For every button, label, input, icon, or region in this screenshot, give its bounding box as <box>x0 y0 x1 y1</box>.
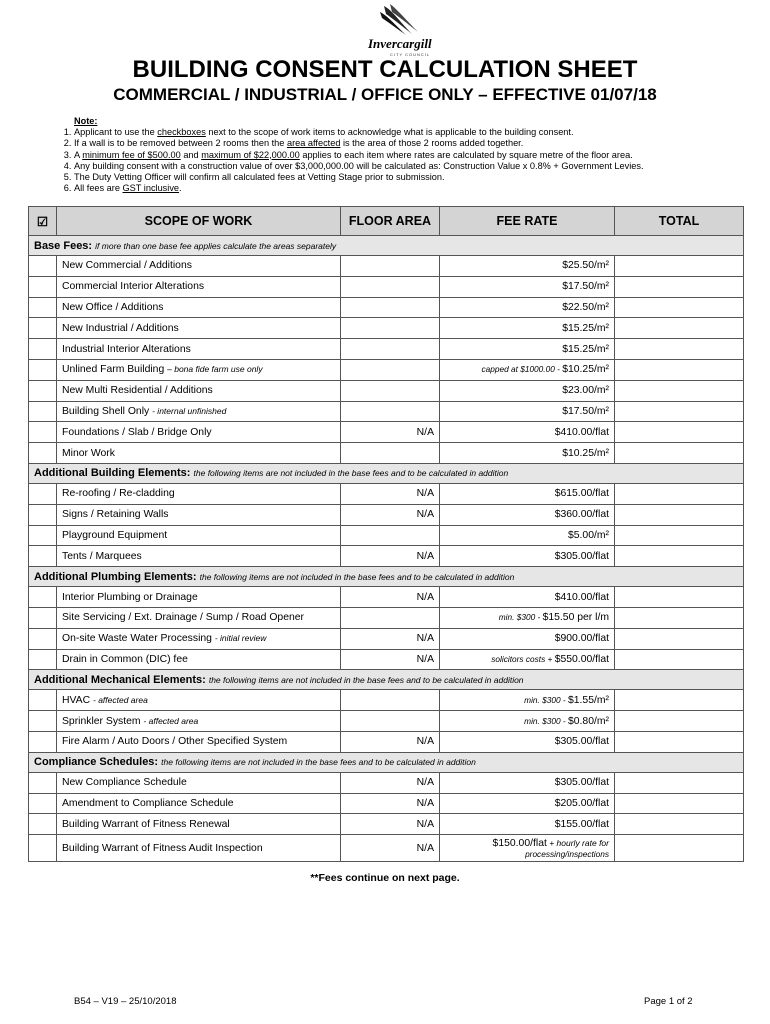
fee-rate-value: $10.25/m² <box>562 364 609 376</box>
fee-rate-column-header: FEE RATE <box>440 207 615 236</box>
table-row <box>29 772 744 793</box>
table-row <box>29 793 744 814</box>
fee-rate-cell <box>440 483 615 504</box>
scope-of-work-cell <box>57 276 341 297</box>
fee-rate-cell <box>440 731 615 752</box>
fee-rate-cell <box>440 380 615 401</box>
fee-rate-cell <box>440 318 615 339</box>
section-note: the following items are not included in the base fees and to be calculated in addition <box>208 674 524 685</box>
section-row <box>29 236 744 256</box>
scope-label: Building Warrant of Fitness Renewal <box>62 818 230 830</box>
scope-label: Site Servicing / Ext. Drainage / Sump / Road Opener <box>62 612 304 624</box>
scope-of-work-cell <box>57 525 341 546</box>
note-text: and <box>180 149 202 160</box>
scope-checkbox[interactable] <box>29 628 57 649</box>
table-row <box>29 731 744 752</box>
fee-rate-value: $15.25/m² <box>562 343 609 355</box>
fee-rate-cell <box>440 339 615 360</box>
scope-checkbox[interactable] <box>29 483 57 504</box>
floor-area-cell[interactable]: N/A <box>341 483 440 504</box>
checkbox-column-header: ☑ <box>29 207 57 236</box>
scope-checkbox[interactable] <box>29 793 57 814</box>
scope-label: New Office / Additions <box>62 301 164 313</box>
table-row <box>29 835 744 862</box>
floor-area-cell[interactable]: N/A <box>341 422 440 443</box>
fee-rate-cell <box>440 711 615 732</box>
note-text: is the area of those 2 rooms added together. <box>340 138 524 149</box>
floor-area-cell[interactable] <box>341 690 440 711</box>
scope-of-work-cell <box>57 256 341 277</box>
fee-rate-cell <box>440 587 615 608</box>
total-cell[interactable] <box>615 401 744 422</box>
fee-rate-value: $305.00/flat <box>554 550 609 562</box>
fee-rate-value: $17.50/m² <box>562 281 609 293</box>
scope-checkbox[interactable] <box>29 297 57 318</box>
scope-note: – bona fide farm use only <box>167 364 263 375</box>
scope-column-header: SCOPE OF WORK <box>57 207 341 236</box>
table-row <box>29 401 744 422</box>
scope-checkbox[interactable] <box>29 731 57 752</box>
fee-rate-cell <box>440 628 615 649</box>
table-row <box>29 546 744 567</box>
total-cell[interactable] <box>615 483 744 504</box>
total-cell[interactable] <box>615 772 744 793</box>
scope-of-work-cell <box>57 422 341 443</box>
page-number: Page 1 of 2 <box>644 996 693 1007</box>
total-cell[interactable] <box>615 339 744 360</box>
note-item <box>74 172 644 183</box>
fee-rate-value: $15.50 per l/m <box>542 612 609 624</box>
fee-rate-cell <box>440 835 615 862</box>
scope-of-work-cell <box>57 731 341 752</box>
floor-area-cell[interactable]: N/A <box>341 835 440 862</box>
section-row <box>29 670 744 690</box>
scope-checkbox[interactable] <box>29 359 57 380</box>
table-row <box>29 607 744 628</box>
section-title: Base Fees: <box>34 239 93 252</box>
fee-rate-value: $15.25/m² <box>562 322 609 334</box>
fee-rate-value: $17.50/m² <box>562 405 609 417</box>
fee-rate-prefix: min. $300 - <box>524 694 568 705</box>
fee-rate-cell <box>440 276 615 297</box>
scope-checkbox[interactable] <box>29 422 57 443</box>
fee-rate-cell <box>440 772 615 793</box>
scope-checkbox[interactable] <box>29 256 57 277</box>
section-row <box>29 463 744 483</box>
scope-of-work-cell <box>57 297 341 318</box>
floor-area-cell[interactable] <box>341 443 440 464</box>
section-row <box>29 752 744 772</box>
scope-of-work-cell <box>57 690 341 711</box>
logo-subtext: CITY COUNCIL <box>390 52 431 57</box>
scope-of-work-cell <box>57 711 341 732</box>
table-row <box>29 359 744 380</box>
scope-of-work-cell <box>57 835 341 862</box>
scope-of-work-cell <box>57 546 341 567</box>
fee-rate-value: $10.25/m² <box>562 447 609 459</box>
fee-rate-cell <box>440 443 615 464</box>
page-subtitle: COMMERCIAL / INDUSTRIAL / OFFICE ONLY – EFFECTIVE 01/07/18 <box>113 85 657 104</box>
total-cell[interactable] <box>615 359 744 380</box>
fee-rate-cell <box>440 504 615 525</box>
fee-table-header <box>29 207 744 236</box>
note-item <box>74 138 644 149</box>
fee-rate-value: $410.00/flat <box>554 426 609 438</box>
scope-label: Foundations / Slab / Bridge Only <box>62 426 212 438</box>
fee-rate-cell <box>440 814 615 835</box>
total-cell[interactable] <box>615 835 744 862</box>
floor-area-cell[interactable] <box>341 359 440 380</box>
scope-label: New Multi Residential / Additions <box>62 385 213 397</box>
scope-checkbox[interactable] <box>29 690 57 711</box>
scope-of-work-cell <box>57 649 341 670</box>
fee-rate-value: $23.00/m² <box>562 385 609 397</box>
scope-label: Industrial Interior Alterations <box>62 343 191 355</box>
total-cell[interactable] <box>615 546 744 567</box>
total-cell[interactable] <box>615 276 744 297</box>
section-title: Additional Plumbing Elements: <box>34 570 197 583</box>
fee-rate-value: $205.00/flat <box>554 797 609 809</box>
fee-rate-prefix: solicitors costs + <box>491 653 555 664</box>
total-cell[interactable] <box>615 731 744 752</box>
section-title: Additional Building Elements: <box>34 467 191 480</box>
fee-rate-cell <box>440 256 615 277</box>
scope-of-work-cell <box>57 587 341 608</box>
fee-rate-value: $22.50/m² <box>562 301 609 313</box>
table-row <box>29 276 744 297</box>
section-row <box>29 567 744 587</box>
scope-checkbox[interactable] <box>29 587 57 608</box>
section-title: Additional Mechanical Elements: <box>34 673 206 686</box>
total-cell[interactable] <box>615 525 744 546</box>
floor-area-cell[interactable]: N/A <box>341 814 440 835</box>
scope-checkbox[interactable] <box>29 772 57 793</box>
note-text: All fees are <box>74 183 123 194</box>
scope-checkbox[interactable] <box>29 504 57 525</box>
scope-of-work-cell <box>57 814 341 835</box>
note-text: next to the scope of work items to acknowledge what is applicable to the building consent. <box>205 127 574 138</box>
section-heading <box>29 567 744 587</box>
floor-area-cell[interactable]: N/A <box>341 504 440 525</box>
fee-rate-extra-line: processing/inspections <box>525 848 609 859</box>
fee-rate-value: $305.00/flat <box>554 736 609 748</box>
note-text: If a wall is to be removed between 2 rooms then the <box>74 138 287 149</box>
fee-rate-value: $150.00/flat <box>492 837 547 849</box>
note-text: Any building consent with a construction value of over $3,000,000.00 will be calculated as: Construction Value x 0.8% + Government Levies. <box>74 160 644 171</box>
scope-label: Drain in Common (DIC) fee <box>62 653 188 665</box>
scope-of-work-cell <box>57 401 341 422</box>
note-text: Applicant to use the <box>74 127 158 138</box>
floor-area-cell[interactable]: N/A <box>341 649 440 670</box>
fee-table-body <box>29 236 744 862</box>
fee-rate-value: $900.00/flat <box>554 633 609 645</box>
note-text: maximum of $22,000.00 <box>201 149 300 160</box>
floor-area-cell[interactable] <box>341 401 440 422</box>
notes-heading: Note: <box>74 116 98 126</box>
scope-label: Sprinkler System <box>62 715 141 727</box>
scope-label: Unlined Farm Building <box>62 364 165 376</box>
scope-label: Minor Work <box>62 447 115 459</box>
scope-label: Building Shell Only <box>62 405 150 417</box>
total-cell[interactable] <box>615 649 744 670</box>
scope-checkbox[interactable] <box>29 318 57 339</box>
note-text: minimum fee of $500.00 <box>82 149 181 160</box>
table-row <box>29 297 744 318</box>
scope-label: Amendment to Compliance Schedule <box>62 797 234 809</box>
section-note: the following items are not included in the base fees and to be calculated in addition <box>199 571 515 582</box>
total-cell[interactable] <box>615 607 744 628</box>
floor-area-cell[interactable] <box>341 380 440 401</box>
fee-rate-prefix: min. $300 - <box>498 612 543 623</box>
total-cell[interactable] <box>615 380 744 401</box>
scope-of-work-cell <box>57 318 341 339</box>
table-row <box>29 587 744 608</box>
total-cell[interactable] <box>615 318 744 339</box>
total-cell[interactable] <box>615 297 744 318</box>
total-cell[interactable] <box>615 711 744 732</box>
note-text: . <box>179 183 182 194</box>
fee-rate-cell <box>440 359 615 380</box>
scope-label: Fire Alarm / Auto Doors / Other Specified System <box>62 736 288 748</box>
scope-checkbox[interactable] <box>29 525 57 546</box>
table-row <box>29 814 744 835</box>
total-cell[interactable] <box>615 814 744 835</box>
fee-rate-cell <box>440 546 615 567</box>
floor-area-cell[interactable]: N/A <box>341 793 440 814</box>
fee-rate-value: $360.00/flat <box>554 509 609 521</box>
note-item <box>74 183 644 194</box>
fee-rate-value: $25.50/m² <box>562 260 609 272</box>
scope-label: Commercial Interior Alterations <box>62 281 205 293</box>
table-row <box>29 318 744 339</box>
fee-rate-cell <box>440 793 615 814</box>
section-note: the following items are not included in the base fees and to be calculated in addition <box>161 757 476 768</box>
total-cell[interactable] <box>615 628 744 649</box>
floor-area-column-header: FLOOR AREA <box>341 207 440 236</box>
floor-area-cell[interactable] <box>341 339 440 360</box>
total-cell[interactable] <box>615 256 744 277</box>
note-text: GST inclusive <box>122 183 180 194</box>
scope-label: Tents / Marquees <box>62 550 142 562</box>
floor-area-cell[interactable] <box>341 607 440 628</box>
scope-note: - internal unfinished <box>152 405 227 416</box>
fee-rate-multiline <box>445 838 609 859</box>
scope-label: New Commercial / Additions <box>62 260 192 272</box>
section-heading <box>29 752 744 772</box>
scope-of-work-cell <box>57 380 341 401</box>
table-row <box>29 422 744 443</box>
total-cell[interactable] <box>615 443 744 464</box>
floor-area-cell[interactable]: N/A <box>341 772 440 793</box>
scope-checkbox[interactable] <box>29 443 57 464</box>
fee-rate-cell <box>440 649 615 670</box>
scope-checkbox[interactable] <box>29 276 57 297</box>
fee-rate-value: $0.80/m² <box>567 715 609 727</box>
total-cell[interactable] <box>615 504 744 525</box>
scope-of-work-cell <box>57 483 341 504</box>
scope-checkbox[interactable] <box>29 339 57 360</box>
section-heading <box>29 463 744 483</box>
total-cell[interactable] <box>615 587 744 608</box>
fee-rate-cell <box>440 422 615 443</box>
floor-area-cell[interactable] <box>341 525 440 546</box>
note-item <box>74 150 644 161</box>
section-note: if more than one base fee applies calculate the areas separately <box>95 240 337 251</box>
scope-of-work-cell <box>57 504 341 525</box>
logo-wordmark: Invercargill <box>368 36 432 51</box>
table-row <box>29 339 744 360</box>
fee-rate-cell <box>440 690 615 711</box>
scope-checkbox[interactable] <box>29 546 57 567</box>
table-row <box>29 483 744 504</box>
table-row <box>29 628 744 649</box>
fee-rate-cell <box>440 401 615 422</box>
fee-rate-prefix: capped at $1000.00 - <box>481 364 563 375</box>
scope-note: - affected area <box>143 715 199 726</box>
section-title: Compliance Schedules: <box>34 756 159 769</box>
scope-checkbox[interactable] <box>29 380 57 401</box>
fee-rate-value: $615.00/flat <box>554 488 609 500</box>
total-cell[interactable] <box>615 690 744 711</box>
note-item <box>74 127 644 138</box>
fee-rate-extra: + hourly rate for <box>546 837 609 848</box>
scope-of-work-cell <box>57 339 341 360</box>
floor-area-cell[interactable] <box>341 256 440 277</box>
fee-rate-value: $305.00/flat <box>554 777 609 789</box>
section-heading <box>29 670 744 690</box>
floor-area-cell[interactable] <box>341 276 440 297</box>
table-row <box>29 711 744 732</box>
fee-rate-prefix: min. $300 - <box>524 715 568 726</box>
total-column-header: TOTAL <box>615 207 744 236</box>
scope-checkbox[interactable] <box>29 711 57 732</box>
table-row <box>29 504 744 525</box>
council-logo <box>360 4 450 56</box>
scope-checkbox[interactable] <box>29 814 57 835</box>
fee-rate-value: $5.00/m² <box>567 529 609 541</box>
floor-area-cell[interactable] <box>341 318 440 339</box>
council-emblem-icon <box>378 4 422 36</box>
scope-of-work-cell <box>57 628 341 649</box>
note-item <box>74 161 644 172</box>
total-cell[interactable] <box>615 422 744 443</box>
scope-label: On-site Waste Water Processing <box>62 633 212 645</box>
note-text: applies to each item where rates are calculated by square metre of the floor area. <box>299 149 633 160</box>
fee-rate-cell <box>440 297 615 318</box>
floor-area-cell[interactable]: N/A <box>341 587 440 608</box>
scope-checkbox[interactable] <box>29 607 57 628</box>
notes-block <box>60 116 644 194</box>
scope-label: New Compliance Schedule <box>62 777 187 789</box>
fee-rate-cell <box>440 607 615 628</box>
note-text: A <box>74 149 83 160</box>
section-note: the following items are not included in the base fees and to be calculated in addition <box>193 468 509 479</box>
fee-rate-value: $550.00/flat <box>554 653 609 665</box>
table-row <box>29 649 744 670</box>
document-reference: B54 – V19 – 25/10/2018 <box>74 996 177 1007</box>
floor-area-cell[interactable] <box>341 711 440 732</box>
fee-rate-value: $155.00/flat <box>554 818 609 830</box>
table-row <box>29 525 744 546</box>
floor-area-cell[interactable]: N/A <box>341 628 440 649</box>
section-heading <box>29 236 744 256</box>
scope-of-work-cell <box>57 607 341 628</box>
fee-rate-value: $1.55/m² <box>567 694 609 706</box>
scope-note: - initial review <box>214 633 267 644</box>
scope-of-work-cell <box>57 793 341 814</box>
floor-area-cell[interactable]: N/A <box>341 731 440 752</box>
scope-of-work-cell <box>57 772 341 793</box>
scope-of-work-cell <box>57 443 341 464</box>
scope-label: HVAC <box>62 694 91 706</box>
note-text: area affected <box>286 138 341 149</box>
note-text: checkboxes <box>157 127 206 138</box>
fee-table <box>28 206 744 862</box>
page-title: BUILDING CONSENT CALCULATION SHEET <box>132 56 638 83</box>
floor-area-cell[interactable]: N/A <box>341 546 440 567</box>
scope-checkbox[interactable] <box>29 649 57 670</box>
table-row <box>29 256 744 277</box>
table-row <box>29 443 744 464</box>
total-cell[interactable] <box>615 793 744 814</box>
continue-note: **Fees continue on next page. <box>310 872 460 884</box>
note-text: The Duty Vetting Officer will confirm all calculated fees at Vetting Stage prior to submission. <box>74 172 445 183</box>
scope-label: Building Warrant of Fitness Audit Inspection <box>62 842 263 854</box>
scope-label: Re-roofing / Re-cladding <box>62 488 175 500</box>
fee-rate-cell <box>440 525 615 546</box>
notes-list <box>60 127 644 194</box>
scope-checkbox[interactable] <box>29 401 57 422</box>
scope-label: New Industrial / Additions <box>62 322 179 334</box>
fee-rate-value: $410.00/flat <box>554 591 609 603</box>
scope-label: Playground Equipment <box>62 529 168 541</box>
scope-note: - affected area <box>93 694 148 705</box>
scope-label: Interior Plumbing or Drainage <box>62 591 198 603</box>
scope-checkbox[interactable] <box>29 835 57 862</box>
scope-label: Signs / Retaining Walls <box>62 509 169 521</box>
table-row <box>29 690 744 711</box>
table-row <box>29 380 744 401</box>
scope-of-work-cell <box>57 359 341 380</box>
floor-area-cell[interactable] <box>341 297 440 318</box>
